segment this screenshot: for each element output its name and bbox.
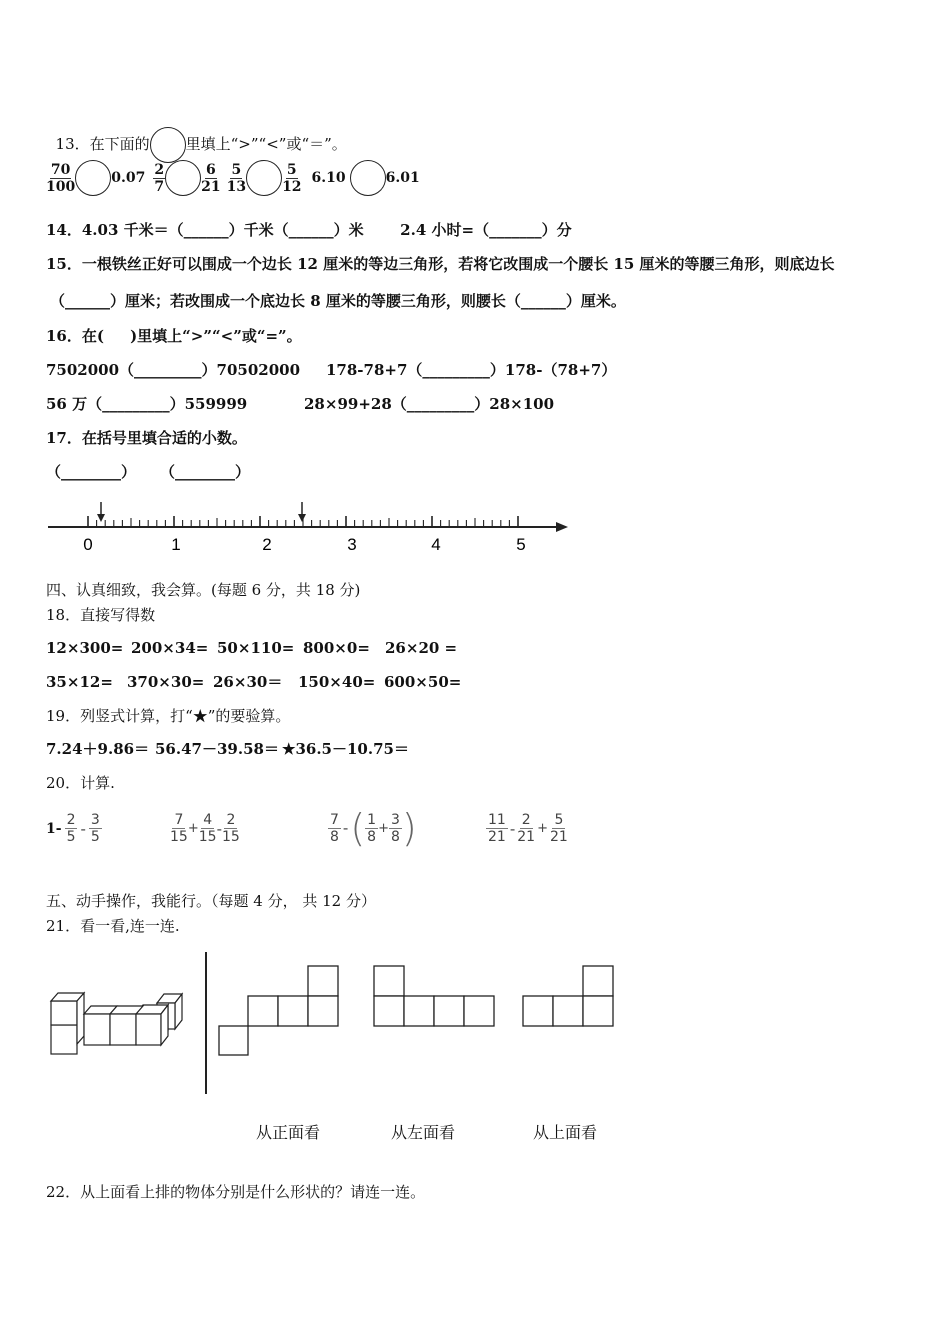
tick-label: 0 — [83, 535, 93, 554]
view-label-left[interactable]: 从左面看 — [391, 1125, 456, 1142]
q13-item1-right: 0.07 — [111, 170, 146, 186]
fraction: $\frac{5}{21}$ — [549, 812, 568, 845]
q18-title: 18．直接写得数 — [46, 606, 156, 624]
q19-item: ★36.5－10.75＝ — [282, 740, 409, 758]
fraction: $\frac{2}{15}$ — [221, 812, 240, 845]
view-label-top[interactable]: 从上面看 — [533, 1125, 598, 1142]
fraction: $\frac{2}{7}$ — [154, 161, 165, 195]
q20-title: 20．计算. — [46, 774, 115, 792]
q17-title: 17．在括号里填合适的小数。 — [46, 429, 247, 447]
fraction: $\frac{5}{13}$ — [226, 161, 247, 195]
right-paren: ) — [401, 806, 417, 850]
left-paren: ( — [350, 806, 366, 850]
q16-row1a: 7502000（_________）70502000 — [46, 361, 301, 379]
q18-cell: 150×40= — [298, 673, 376, 691]
q18-cell: 26×30＝ — [213, 673, 283, 691]
fraction: $\frac{5}{12}$ — [282, 161, 302, 195]
fraction: $\frac{1}{8}$ — [367, 811, 377, 845]
number-line-arrowhead — [556, 522, 568, 532]
fraction: $\frac{6}{21}$ — [201, 161, 221, 195]
view-label-front[interactable]: 从正面看 — [256, 1125, 321, 1142]
q22-title: 22．从上面看上排的物体分别是什么形状的？请连一连。 — [46, 1183, 426, 1201]
q19-item: 7.24＋9.86＝ — [46, 740, 150, 758]
q16-title: 16．在( )里填上“>”“<”或“=”。 — [46, 327, 302, 345]
fraction: $\frac{4}{15}$ — [198, 812, 217, 845]
fraction: $\frac{7}{8}$ — [330, 811, 339, 845]
q13-item4-right: 6.01 — [385, 170, 420, 186]
q17-blank1: （________） — [46, 463, 137, 481]
q21-title: 21．看一看,连一连. — [46, 917, 180, 935]
q13-line — [46, 114, 347, 154]
q15-line2: （______）厘米；若改围成一个底边长 8 厘米的等腰三角形，则腰长（______）厘米。 — [50, 292, 626, 310]
q20-expr-3: $\frac{7}{8}$ - ( $\frac{1}{8}$ + $\frac{3}{8}$ ) — [330, 806, 417, 850]
fraction: $\frac{3}{5}$ — [90, 812, 100, 845]
section-4-title: 四、认真细致，我会算。(每题 6 分，共 18 分) — [46, 581, 361, 599]
q14-text: 14．4.03 千米＝（______）千米（______）米 2.4 小时=（_______）分 — [46, 221, 572, 239]
fraction: $\frac{70}{100}$ — [46, 161, 76, 195]
q13-prefix: 13．在下面的 — [55, 135, 150, 153]
q16-row2a: 56 万（_________）559999 — [46, 395, 248, 413]
view-option-c[interactable] — [522, 965, 616, 1029]
tick-label: 4 — [431, 535, 441, 554]
q18-cell: 26×20 = — [385, 639, 458, 657]
answer-circle-4[interactable] — [350, 160, 386, 196]
answer-circle-3[interactable] — [246, 160, 282, 196]
q13-item4-left: 6.10 — [311, 170, 346, 186]
q20-expr-4: $\frac{11}{21}$ - $\frac{2}{21}$ + $\frac{5}{21}$ — [488, 812, 568, 845]
tick-label: 5 — [516, 535, 526, 554]
q18-cell: 800×0= — [303, 639, 370, 657]
fraction: $\frac{3}{8}$ — [391, 811, 400, 845]
view-option-a[interactable] — [218, 965, 340, 1057]
q18-cell: 370×30= — [127, 673, 205, 691]
fraction: $\frac{2}{21}$ — [517, 812, 536, 845]
q19-item: 56.47－39.58＝ — [155, 740, 279, 758]
q18-cell: 50×110= — [217, 639, 295, 657]
cube-solid-figure — [44, 990, 189, 1060]
number-line — [40, 500, 580, 560]
q16-row2b: 28×99+28（_________）28×100 — [304, 395, 555, 413]
q18-cell: 600×50= — [384, 673, 462, 691]
answer-circle-sample — [150, 127, 186, 163]
q13-items — [46, 160, 420, 196]
tick-label: 2 — [262, 535, 272, 554]
q18-cell: 200×34= — [131, 639, 209, 657]
q15-line1: 15．一根铁丝正好可以围成一个边长 12 厘米的等边三角形，若将它改围成一个腰长 15 厘米的等腰三角形，则底边长 — [46, 255, 835, 273]
q18-cell: 35×12= — [46, 673, 113, 691]
q17-blank2: （________） — [160, 463, 251, 481]
view-option-b[interactable] — [373, 965, 497, 1029]
vertical-divider — [205, 952, 207, 1094]
q13-suffix: 里填上“>”“<”或“＝”。 — [185, 135, 347, 153]
answer-circle-1[interactable] — [75, 160, 111, 196]
section-5-title: 五、动手操作，我能行。（每题 4 分， 共 12 分） — [46, 892, 376, 910]
q16-row1b: 178-78+7（_________）178-（78+7） — [326, 361, 617, 379]
tick-label: 3 — [347, 535, 357, 554]
fraction: $\frac{2}{5}$ — [66, 812, 76, 845]
fraction: $\frac{11}{21}$ — [488, 812, 506, 845]
fraction: $\frac{7}{15}$ — [170, 812, 188, 845]
q19-title: 19．列竖式计算，打“★”的要验算。 — [46, 707, 291, 725]
q20-expr-2: $\frac{7}{15}$ + $\frac{4}{15}$ - $\frac{2}{15}$ — [170, 812, 240, 845]
q20-expr-1: 1- $\frac{2}{5}$ - $\frac{3}{5}$ — [46, 812, 100, 845]
tick-label: 1 — [171, 535, 181, 554]
q18-cell: 12×300= — [46, 639, 124, 657]
answer-circle-2[interactable] — [165, 160, 201, 196]
